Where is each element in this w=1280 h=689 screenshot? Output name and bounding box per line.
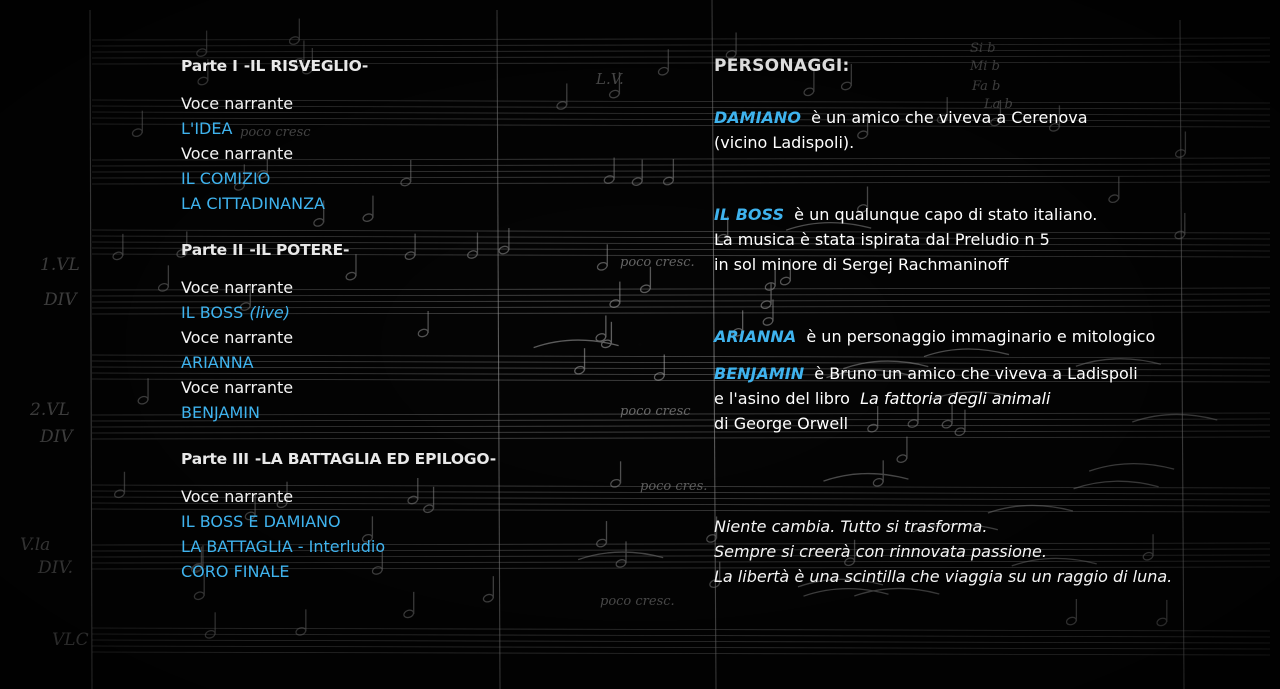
part-heading xyxy=(181,238,651,263)
character-line xyxy=(714,361,1274,386)
character-line xyxy=(714,202,1274,227)
piece-title: LA CITTADINANZA xyxy=(181,194,325,213)
narrator-item xyxy=(181,484,651,509)
narrator-label: Voce narrante xyxy=(181,378,294,397)
piece-title: LA BATTAGLIA - Interludio xyxy=(181,537,386,556)
part-title: -LA BATTAGLIA ED EPILOGO- xyxy=(254,450,496,468)
narrator-item xyxy=(181,375,651,400)
narrator-item xyxy=(181,141,651,166)
piece-item xyxy=(181,400,651,425)
part-number: Parte I xyxy=(181,57,238,75)
character-description: è un personaggio immaginario e mitologico xyxy=(806,327,1156,346)
character-description: di George Orwell xyxy=(714,414,849,433)
narrator-label: Voce narrante xyxy=(181,487,294,506)
piece-item xyxy=(181,350,651,375)
piece-title: IL COMIZIO xyxy=(181,169,271,188)
piece-item xyxy=(181,534,651,559)
character-description: (vicino Ladispoli). xyxy=(714,133,855,152)
character-line xyxy=(714,227,1274,252)
piece-title: CORO FINALE xyxy=(181,562,290,581)
narrator-label: Voce narrante xyxy=(181,94,294,113)
character-line xyxy=(714,411,1274,436)
character-line xyxy=(714,324,1274,349)
book-title: La fattoria degli animali xyxy=(860,389,1051,408)
motto-line: La libertà è una scintilla che viaggia su un raggio di luna. xyxy=(714,567,1173,586)
part-number: Parte II xyxy=(181,241,244,259)
part-title: -IL POTERE- xyxy=(249,241,350,259)
character-name: BENJAMIN xyxy=(714,364,805,383)
narrator-label: Voce narrante xyxy=(181,144,294,163)
piece-title: ARIANNA xyxy=(181,353,254,372)
motto-line: Niente cambia. Tutto si trasforma. xyxy=(714,517,988,536)
piece-suffix: (live) xyxy=(249,303,291,322)
piece-title: IL BOSS xyxy=(181,303,244,322)
piece-item xyxy=(181,191,651,216)
character-description: in sol minore di Sergej Rachmaninoff xyxy=(714,255,1009,274)
narrator-item xyxy=(181,91,651,116)
character-name: ARIANNA xyxy=(714,327,797,346)
piece-item xyxy=(181,509,651,534)
narrator-item xyxy=(181,325,651,350)
piece-title: BENJAMIN xyxy=(181,403,260,422)
piece-item xyxy=(181,300,651,325)
characters-title: PERSONAGGI: xyxy=(714,56,850,76)
part-heading xyxy=(181,447,651,472)
piece-item xyxy=(181,166,651,191)
narrator-label: Voce narrante xyxy=(181,278,294,297)
part-title: -IL RISVEGLIO- xyxy=(243,57,369,75)
character-description: e l'asino del libro xyxy=(714,389,850,408)
characters-column xyxy=(714,54,1274,589)
character-line xyxy=(714,386,1274,411)
character-description: è Bruno un amico che viveva a Ladispoli xyxy=(814,364,1138,383)
part-heading xyxy=(181,54,651,79)
character-name: DAMIANO xyxy=(714,108,801,127)
piece-title: L'IDEA xyxy=(181,119,233,138)
piece-title: IL BOSS E DAMIANO xyxy=(181,512,341,531)
character-line xyxy=(714,130,1274,155)
character-name: IL BOSS xyxy=(714,205,784,224)
narrator-item xyxy=(181,275,651,300)
character-description: La musica è stata ispirata dal Preludio n 5 xyxy=(714,230,1050,249)
character-description: è un amico che viveva a Cerenova xyxy=(811,108,1088,127)
piece-item xyxy=(181,559,651,584)
piece-item xyxy=(181,116,651,141)
narrator-label: Voce narrante xyxy=(181,328,294,347)
character-line xyxy=(714,252,1274,277)
character-line xyxy=(714,105,1274,130)
character-description: è un qualunque capo di stato italiano. xyxy=(794,205,1098,224)
part-number: Parte III xyxy=(181,450,249,468)
motto-line: Sempre si creerà con rinnovata passione. xyxy=(714,542,1047,561)
program-column xyxy=(181,54,651,584)
